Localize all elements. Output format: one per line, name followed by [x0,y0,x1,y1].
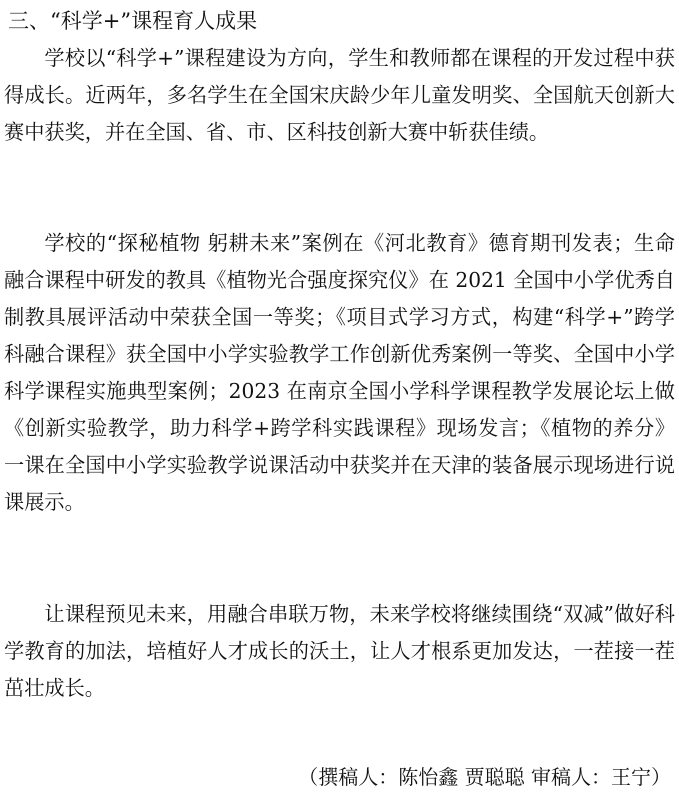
paragraph-achievements-awards: 学校的“探秘植物 躬耕未来”案例在《河北教育》德育期刊发表；生命融合课程中研发的教具《植物光合强度探究仪》在 2021 全国中小学优秀自制教具展评活动中荣获全国一等奖；《项目式学习方式，构建“科学+”跨学科融合课程》获全国中小学实验教学工作创新优秀案例一等奖、全国中小学科学课程实施典型案例；2023 在南京全国小学科学课程教学发展论坛上做《创新实验教学，助力科学+跨学科实践课程》现场发言；《植物的养分》一课在全国中小学实验教学说课活动中获奖并在天津的装备展示现场进行说课展示。 [4,231,675,514]
paragraph-outlook: 让课程预见未来，用融合串联万物，未来学校将继续围绕“双减”做好科学教育的加法，培植好人才成长的沃土，让人才根系更加发达，一茬接一茬茁壮成长。 [4,602,675,700]
paragraph-achievements-students: 学校以“科学+”课程建设为方向，学生和教师都在课程的开发过程中获得成长。近两年，多名学生在全国宋庆龄少年儿童发明奖、全国航天创新大赛中获奖，并在全国、省、市、区科技创新大赛中斩获佳绩。 [4,46,675,144]
section-heading: 三、“科学+”课程育人成果 [8,9,258,33]
author-byline: （撰稿人：陈怡鑫 贾聪聪 审稿人：王宁） [298,765,671,789]
